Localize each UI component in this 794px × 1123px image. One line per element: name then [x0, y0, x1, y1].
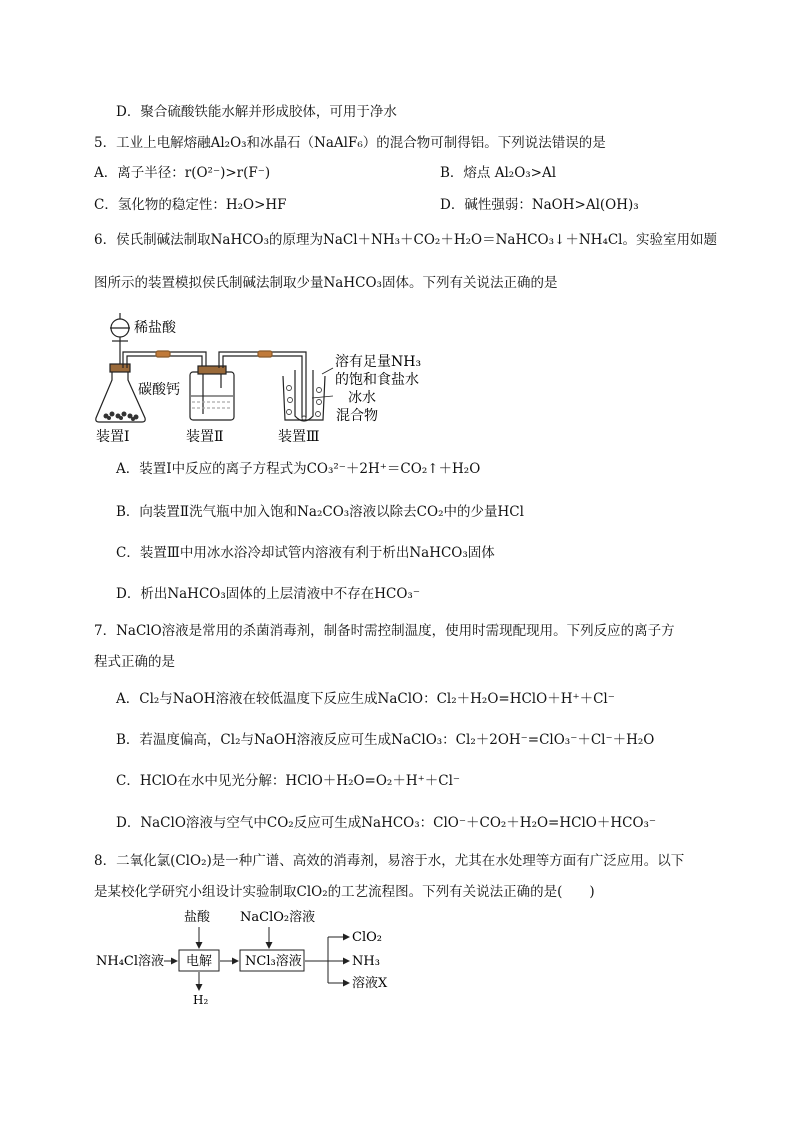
flow-box1-label: 电解: [186, 954, 213, 969]
label-device-2: 装置Ⅱ: [186, 429, 224, 445]
q5-option-c: C．氢化物的稳定性：H₂O>HF: [94, 197, 287, 213]
q5-option-a: A．离子半径：r(O²⁻)>r(F⁻): [94, 165, 271, 181]
ice-mixture: [287, 386, 322, 421]
q8-stem-line1: 8．二氧化氯(ClO₂)是一种广谱、高效的消毒剂，易溶于水，尤其在水处理等方面有广泛应用。以下: [94, 853, 685, 869]
q7-option-d: D．NaClO溶液与空气中CO₂反应可生成NaHCO₃：ClO⁻＋CO₂＋H₂O=HClO＋HCO₃⁻: [116, 815, 657, 831]
q7-option-c: C．HClO在水中见光分解：HClO＋H₂O=O₂＋H⁺＋Cl⁻: [116, 773, 461, 789]
connecting-tube-2: [219, 351, 306, 418]
calcium-carbonate-solid: [104, 412, 139, 422]
label-ice-water: 冰水: [348, 390, 376, 406]
label-dilute-hcl: 稀盐酸: [134, 320, 176, 336]
q4-option-d: D．聚合硫酸铁能水解并形成胶体，可用于净水: [116, 104, 397, 120]
label-solution-line1: 溶有足量NH₃: [335, 354, 422, 370]
ice-bath-beaker: [283, 370, 325, 421]
label-mixture: 混合物: [336, 408, 378, 424]
flow-input-label: NH₄Cl溶液: [96, 954, 165, 969]
q6-option-c: C．装置Ⅲ中用冰水浴冷却试管内溶液有利于析出NaHCO₃固体: [116, 545, 495, 561]
label-calcium-carbonate: 碳酸钙: [138, 382, 180, 398]
q6-option-a: A．装置Ⅰ中反应的离子方程式为CO₃²⁻＋2H⁺＝CO₂↑＋H₂O: [116, 461, 481, 477]
q8-stem-line2: 是某校化学研究小组设计实验制取ClO₂的工艺流程图。下列有关说法正确的是( ): [94, 884, 595, 900]
q6-stem-line2: 图所示的装置模拟侯氏制碱法制取少量NaHCO₃固体。下列有关说法正确的是: [94, 275, 558, 291]
wash-bottle: [190, 366, 234, 420]
flow-naclo2-label: NaClO₂溶液: [240, 910, 316, 925]
q7-stem-line1: 7．NaClO溶液是常用的杀菌消毒剂，制备时需控制温度，使用时需现配现用。下列反应的离子方: [94, 623, 675, 639]
apparatus-figure: [90, 308, 450, 448]
q6-stem-line1: 6．侯氏制碱法制取NaHCO₃的原理为NaCl＋NH₃＋CO₂＋H₂O＝NaHCO₃↓＋NH₄Cl。实验室用如题: [94, 232, 717, 248]
q7-option-b: B．若温度偏高，Cl₂与NaOH溶液反应可生成NaClO₃：Cl₂＋2OH⁻=ClO₃⁻＋Cl⁻＋H₂O: [116, 732, 655, 748]
connecting-tube-1: [123, 351, 206, 374]
flow-out-nh3: NH₃: [352, 954, 380, 969]
label-device-3: 装置Ⅲ: [278, 429, 320, 445]
q6-option-b: B．向装置Ⅱ洗气瓶中加入饱和Na₂CO₃溶液以除去CO₂中的少量HCl: [116, 504, 524, 520]
q6-option-d: D．析出NaHCO₃固体的上层清液中不存在HCO₃⁻: [116, 586, 420, 602]
label-solution-line2: 的饱和食盐水: [335, 372, 419, 388]
q5-option-d: D．碱性强弱：NaOH>Al(OH)₃: [440, 197, 639, 213]
flow-h2-label: H₂: [193, 993, 209, 1006]
flow-box2-label: NCl₃溶液: [245, 954, 302, 969]
q7-option-a: A．Cl₂与NaOH溶液在较低温度下反应生成NaClO：Cl₂＋H₂O=HClO＋H⁺＋Cl⁻: [116, 691, 615, 707]
q5-stem: 5．工业上电解熔融Al₂O₃和冰晶石（NaAlF₆）的混合物可制得铝。下列说法错误的是: [94, 135, 606, 151]
q7-stem-line2: 程式正确的是: [94, 654, 175, 670]
flow-hcl-label: 盐酸: [184, 910, 211, 925]
flow-out-clo2: ClO₂: [352, 930, 382, 945]
flow-out-solution-x: 溶液X: [352, 976, 388, 991]
process-flowchart: [94, 906, 414, 1006]
label-device-1: 装置Ⅰ: [96, 429, 130, 445]
q5-option-b: B．熔点 Al₂O₃>Al: [440, 165, 557, 181]
